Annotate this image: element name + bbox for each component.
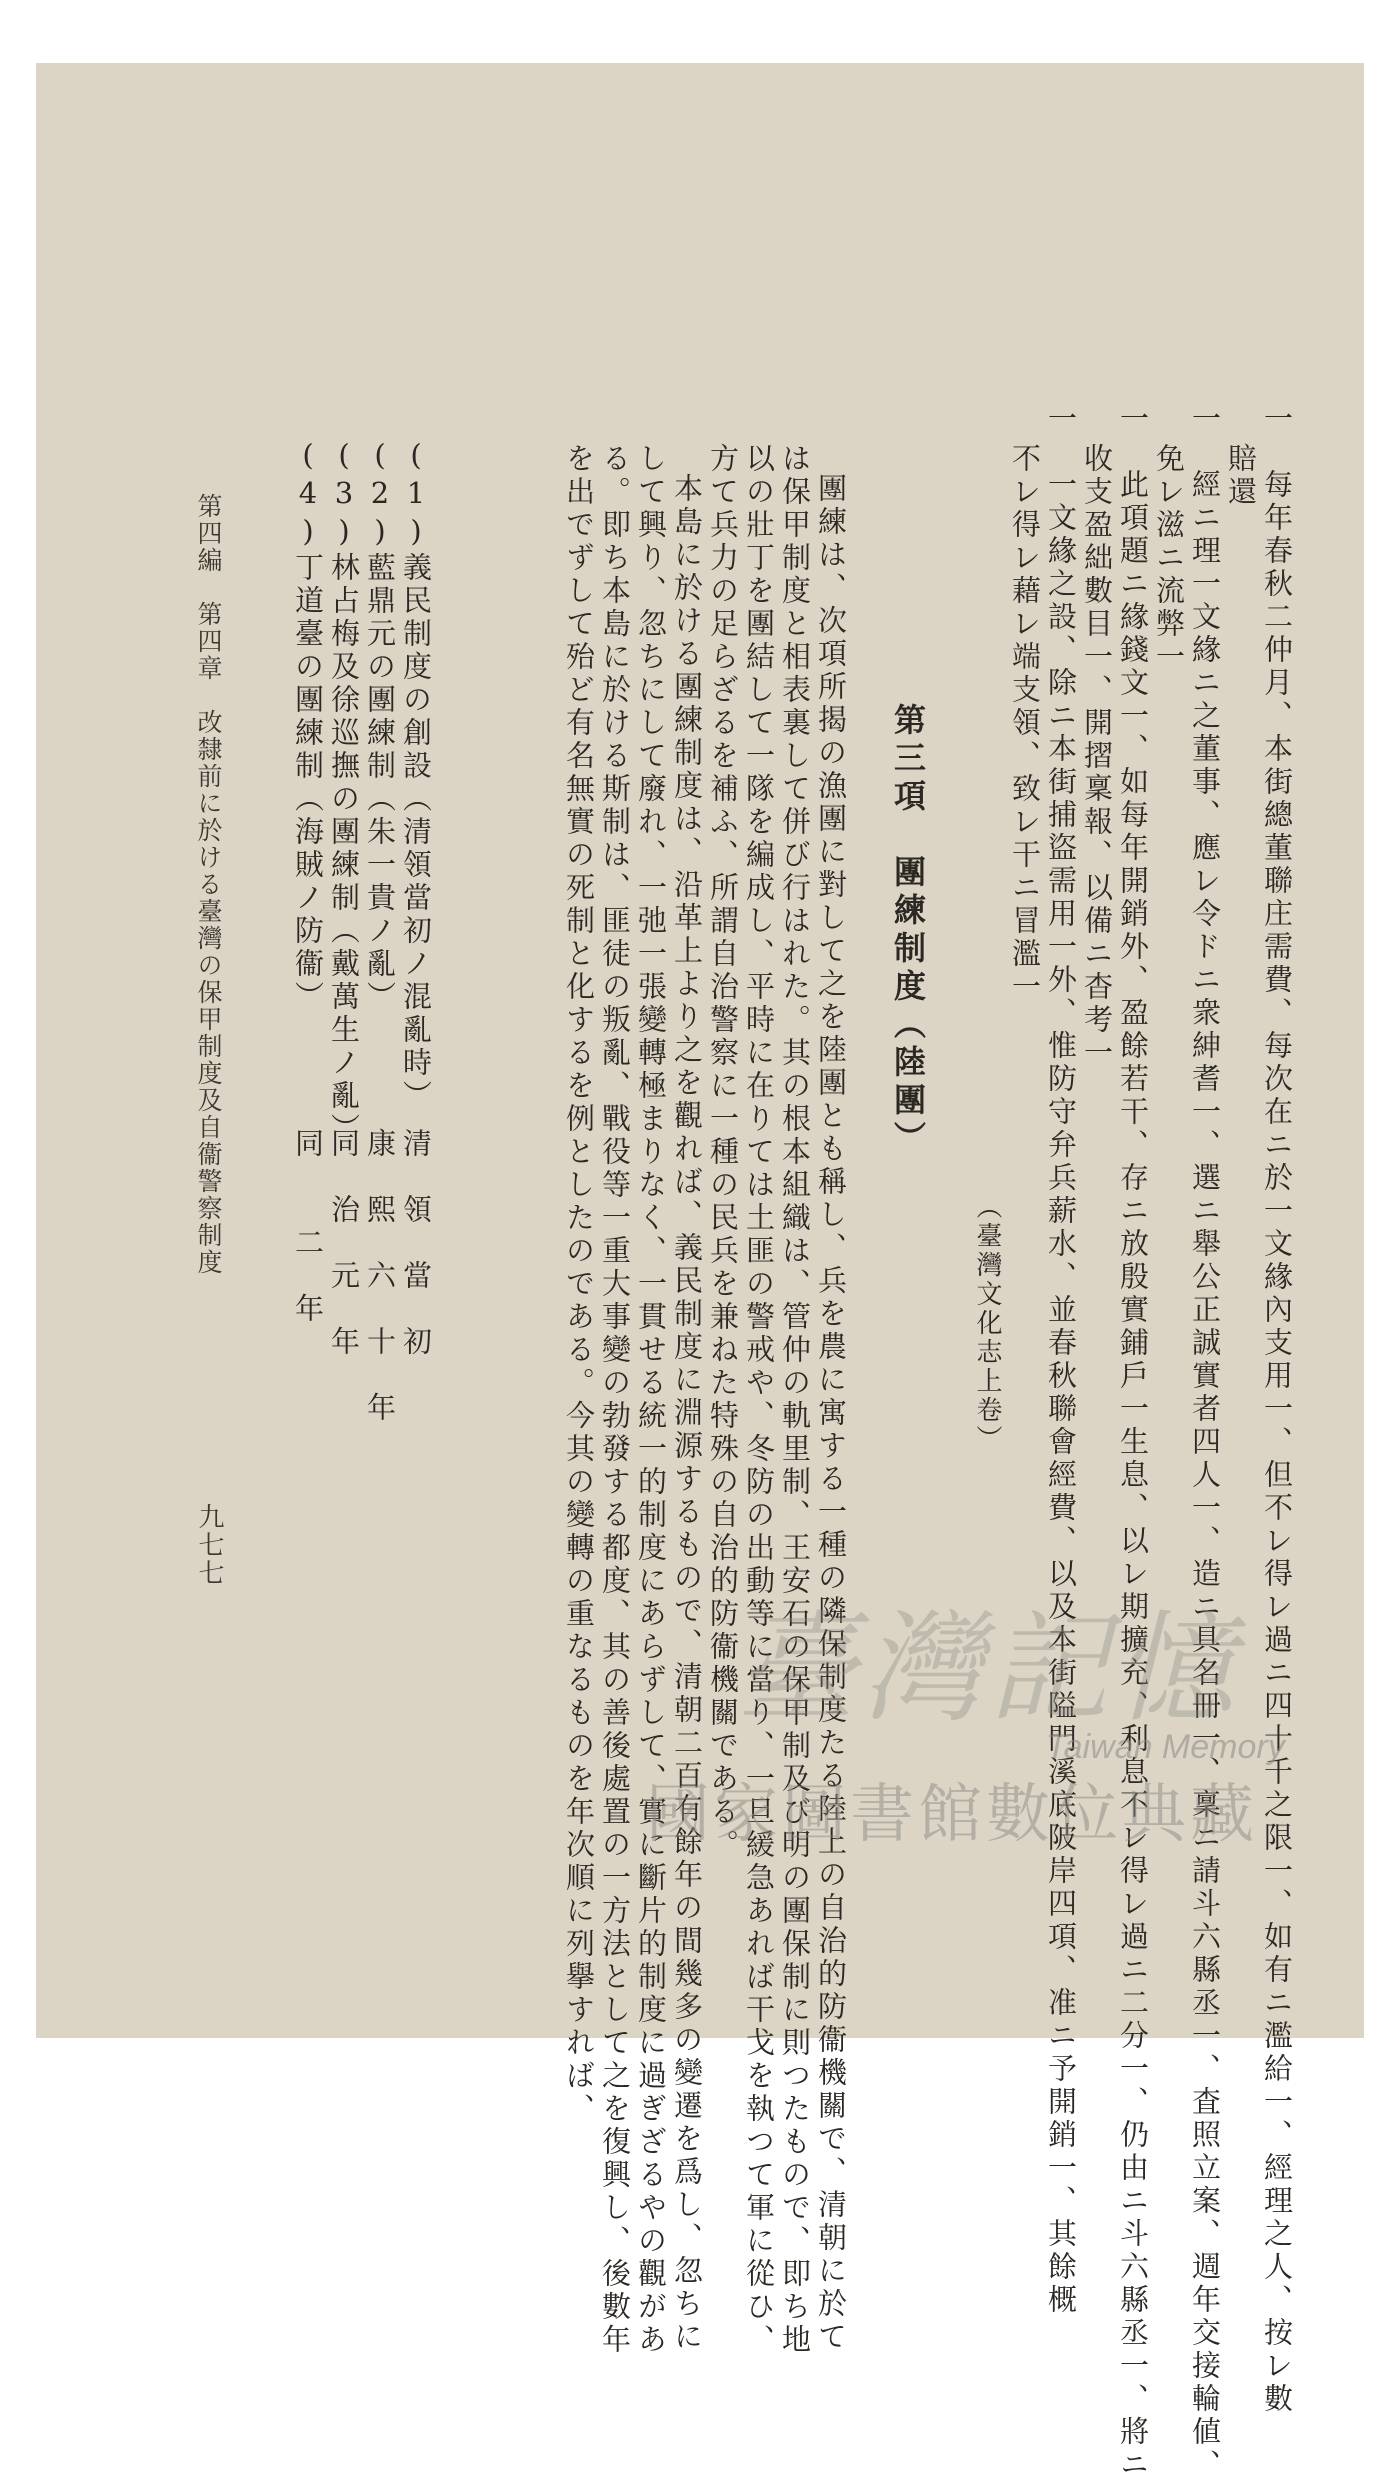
regulation-line: 收支盈絀數目一、開摺稟報、以備ニ杳考一: [1080, 443, 1114, 1070]
regulation-line: 不レ得レ藉レ端支領、致レ干ニ冒濫一: [1008, 443, 1042, 1004]
list-item-date: 康 熙 六 十 年: [363, 1128, 397, 1425]
list-item-label: (1)義民制度の創設（清領當初ノ混亂時）: [399, 438, 433, 1113]
regulation-line: 一 此項題ニ緣錢文一、如每年開銷外、盈餘若干、存ニ放殷實鋪戶一生息、以レ期擴充、利息不レ得レ過ニ二分一、仍由ニ斗六縣丞一、將ニ: [1116, 403, 1150, 2482]
watermark-library: 國家圖書館數位典藏: [646, 1778, 1258, 1850]
list-item-date: 清 領 當 初: [399, 1128, 433, 1359]
list-item-label: (2)藍鼎元の團練制（朱一貴ノ亂）: [363, 438, 397, 1014]
body-line: を出でずして殆ど有名無實の死制と化するを例としたのである。今其の變轉の重なるものを年次順に列擧すれば、: [562, 443, 596, 2126]
body-line: は保甲制度と相表裏して併び行はれた。其の根本組織は、管仲の軌里制、王安石の保甲制及び明の團保制に則つたもので、即ち地: [778, 443, 812, 2357]
watermark-script-logo: 臺灣記憶: [736, 1600, 1240, 1739]
watermark-latin: Taiwan Memory: [1046, 1728, 1285, 1766]
regulation-line: 免レ滋ニ流弊一: [1152, 443, 1186, 674]
list-item-date: 同 治 元 年: [327, 1128, 361, 1359]
body-line: 以の壯丁を團結して一隊を編成し、平時に在りては土匪の警戒や、冬防の出動等に當り、一旦緩急あれば干戈を執つて軍に從ひ、: [742, 443, 776, 2357]
scanned-page: [36, 63, 1364, 2482]
running-footer: 第四編 第四章 改隸前に於ける臺灣の保甲制度及自衞警察制度: [194, 493, 223, 1276]
list-item-label: (4)丁道臺の團練制（海賊ノ防衞）: [291, 438, 325, 1014]
body-line: 團練は、次項所揭の漁團に對して之を陸團とも稱し、兵を農に寓する一種の隣保制度たる陸上の自治的防衞機關で、清朝に於て: [814, 473, 848, 2354]
body-line: 方て兵力の足らざるを補ふ、所謂自治警察に一種の民兵を兼ねた特殊の自治的防衞機關である。: [706, 443, 740, 1862]
regulation-line: 一 每年春秋二仲月、本街總董聯庄需費、每次在ニ於一文緣內支用一、但不レ得レ過ニ四十千之限一、如有ニ濫給一、經理之人、按レ數: [1260, 403, 1294, 2416]
list-item-date: 同 二 年: [291, 1128, 325, 1326]
source-note: （臺灣文化志上卷）: [972, 1193, 1002, 1454]
page-number: 九七七: [194, 1503, 224, 1587]
section-heading: 第三項 團練制度（陸團）: [889, 703, 927, 1159]
body-line: る。即ち本島に於ける斯制は、匪徒の叛亂、戰役等一重大事變の勃發する都度、其の善後處置の一方法として之を復興し、後數年: [598, 443, 632, 2357]
regulation-line: 賠還: [1224, 443, 1258, 509]
body-line: して興り、忽ちにして廢れ、一弛一張變轉極まりなく、一貫せる統一的制度にあらずして、實に斷片的制度に過ぎざるやの觀があ: [634, 443, 668, 2357]
regulation-line: 一 一文緣之設、除ニ本街捕盜需用一外、惟防守弁兵薪水、並春秋聯會經費、以及本街隘門溪底陂岸四項、准ニ予開銷一、其餘概: [1044, 403, 1078, 2317]
body-line: 本島に於ける團練制度は、沿革上より之を觀れば、義民制度に淵源するもので、清朝二百有餘年の間幾多の變遷を爲し、忽ちに: [670, 473, 704, 2354]
list-item-label: (3)林占梅及徐巡撫の團練制（戴萬生ノ亂）: [327, 438, 361, 1146]
regulation-line: 一 經ニ理一文緣ニ之董事、應レ令ドニ衆紳耆一、選ニ舉公正誠實者四人一、造ニ具名冊一、稟ニ請斗六縣丞一、査照立案、週年交接輪値、: [1188, 403, 1222, 2482]
